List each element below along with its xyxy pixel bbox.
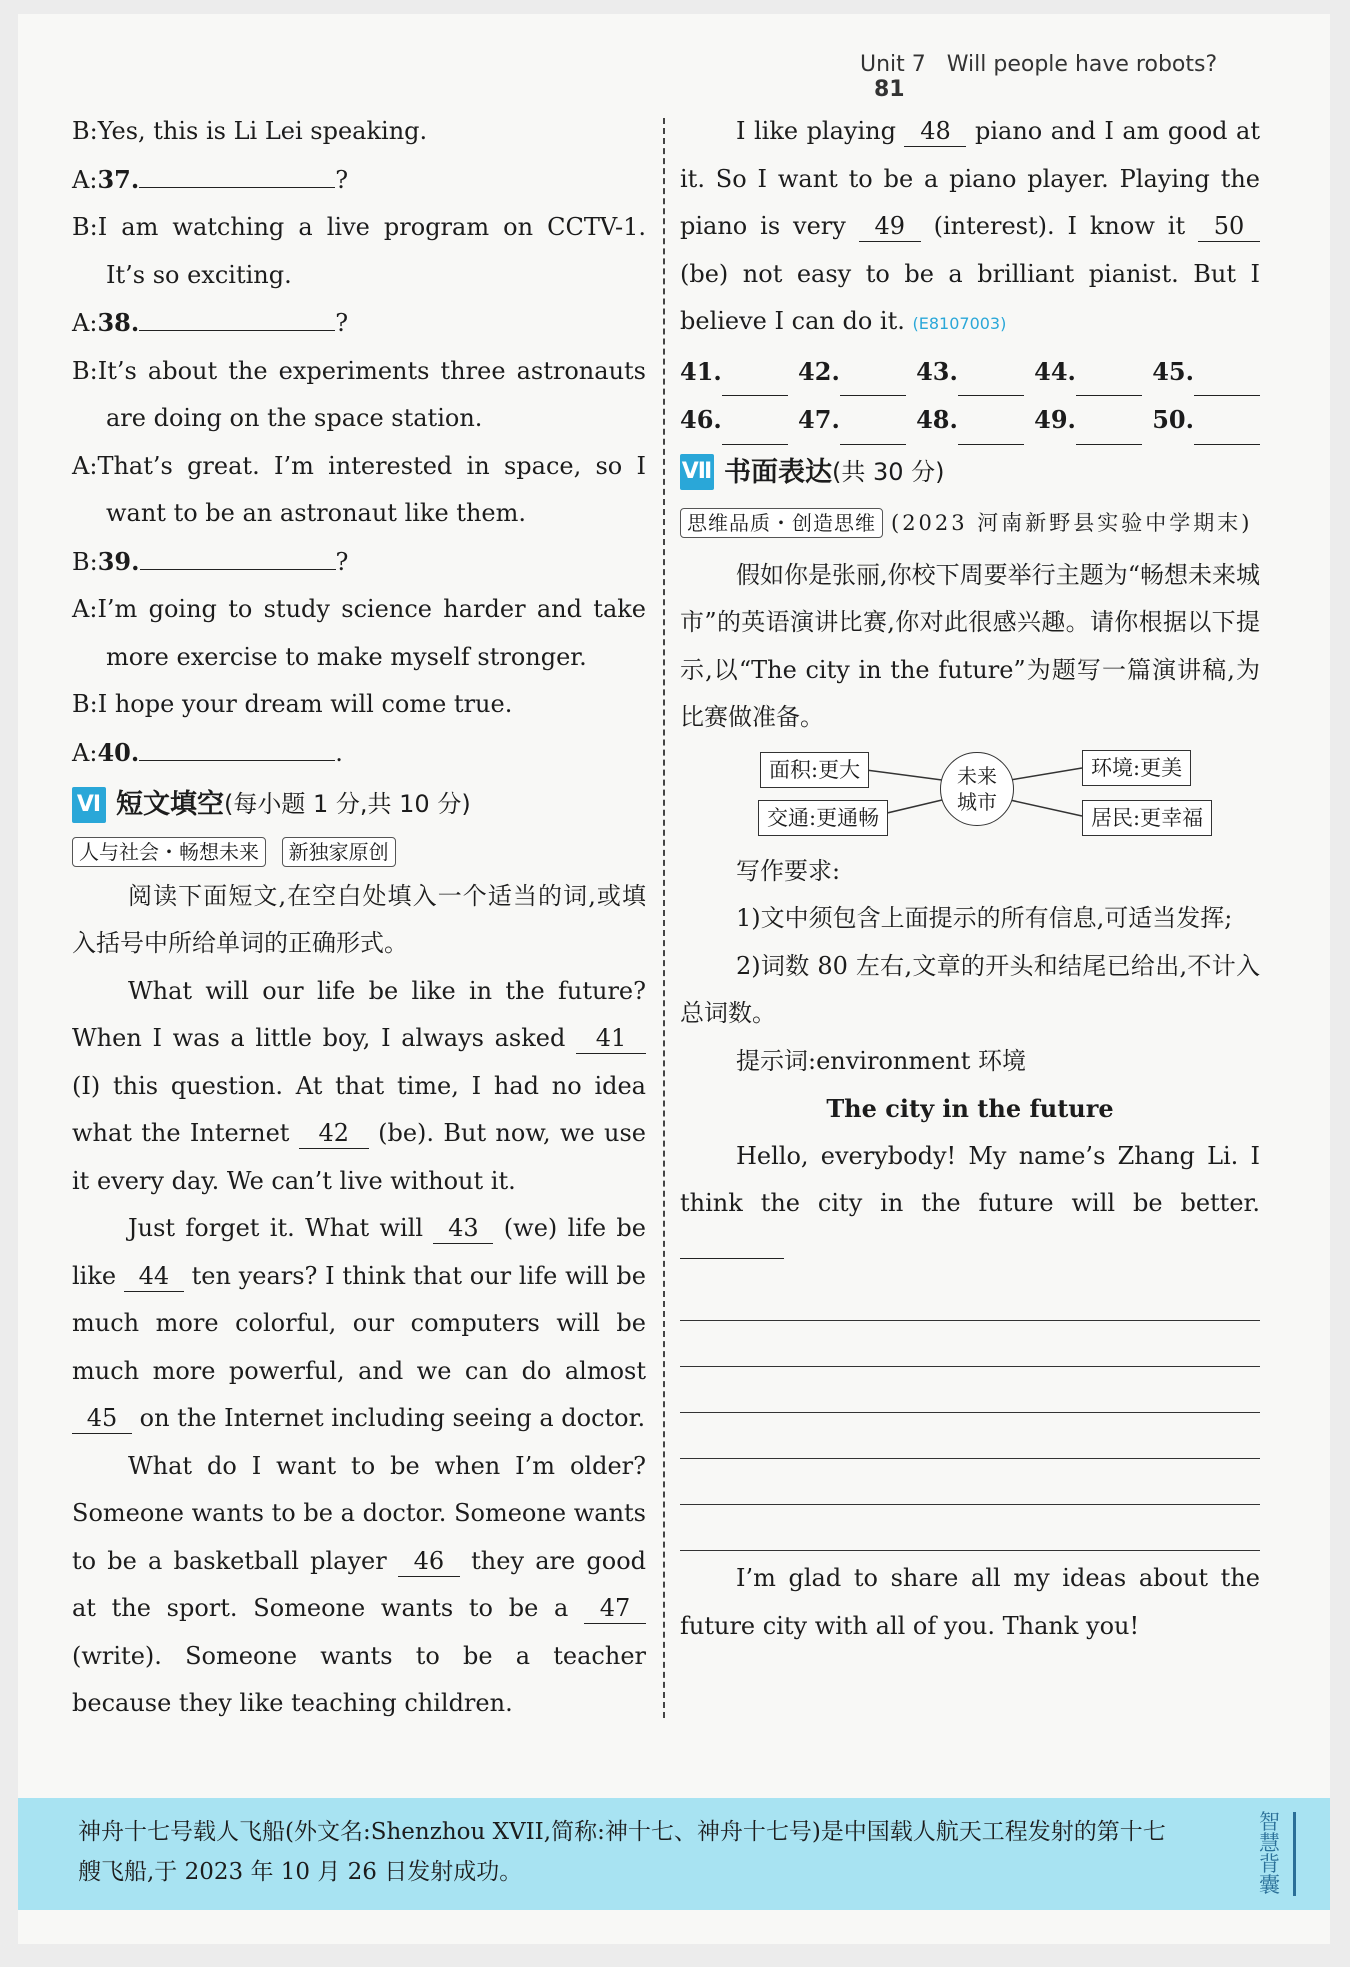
answer-slot [1152,348,1260,397]
answer-line[interactable] [958,396,1024,445]
section-6-points: (每小题 1 分,共 10 分) [224,790,471,818]
section-6-tags [72,833,646,869]
question-number: 39. [97,546,140,576]
blank-50[interactable]: 50 [1198,211,1260,242]
section-6-numeral: Ⅵ [72,787,106,823]
dialogue-text: It’s about the experiments three astronauts are doing on the space station. [97,356,646,432]
left-column [72,108,646,1728]
passage-paragraph-4 [680,108,1260,348]
requirements-title: 写作要求: [736,856,841,885]
center-line-2: 城市 [957,789,997,814]
answer-number: 49. [1034,405,1076,434]
answer-line[interactable] [722,396,788,445]
section-6-title: 短文填空 [116,789,224,820]
writing-prompt: 假如你是张丽,你校下周要举行主题为“畅想未来城市”的英语演讲比赛,你对此很感兴趣。请你根据以下提示,以“The city in the future”为题写一篇演讲稿,为比赛做准备。 [680,560,1260,731]
writing-line[interactable] [680,1321,1260,1367]
blank-42[interactable]: 42 [299,1118,369,1149]
dialogue-line: B:Yes, this is Li Lei speaking. [72,117,428,145]
tip-label: 智慧背囊 [1259,1812,1296,1896]
answer-slot [680,348,788,397]
answer-number: 46. [680,405,722,434]
answer-slot [1152,396,1260,445]
answer-blank[interactable] [139,157,335,188]
speaker: B [72,547,90,576]
section-7-meta [680,500,1260,548]
mind-map-area: 面积:更大 [760,752,869,788]
answer-blank[interactable] [140,539,336,570]
speaker: A [72,595,90,623]
question-code: (E8107003) [912,314,1007,333]
speaker: B [72,690,90,718]
answer-slot [798,396,906,445]
section-7-numeral: Ⅶ [680,454,714,490]
section-6-heading [72,781,646,829]
blank-49[interactable]: 49 [859,211,921,242]
answer-slot [916,348,1024,397]
dialogue-line: A:That’s great. I’m interested in space, so I want to be an astronaut like them. [72,451,646,527]
unit-label: Unit 7 [860,52,926,77]
thinking-tag: 思维品质・创造思维 [680,508,883,538]
passage-paragraph-1 [72,968,646,1206]
mind-map [680,748,1260,844]
answer-slot [1034,348,1142,397]
requirement-1: 1)文中须包含上面提示的所有信息,可适当发挥; [736,904,1233,932]
writing-line[interactable] [680,1367,1260,1413]
answer-number: 50. [1152,405,1194,434]
dialogue-line: B:It’s about the experiments three astronauts are doing on the space station. [72,356,646,432]
passage-paragraph-3 [72,1443,646,1728]
passage-paragraph-2 [72,1205,646,1443]
answer-line[interactable] [840,396,906,445]
dialogue-text: I am watching a live program on CCTV-1. It’s so exciting. [97,213,646,289]
dialogue-line: B:39. ? [72,538,646,587]
mind-map-environment: 环境:更美 [1082,750,1191,786]
text: (I) this question. At that time, I had no idea what the Internet [72,1071,646,1147]
answer-grid [680,348,1260,445]
answer-row [680,348,1260,397]
hint-word: 提示词:environment 环境 [736,1046,1027,1075]
blank-48[interactable]: 48 [904,116,966,147]
answer-number: 48. [916,405,958,434]
essay-title: The city in the future [826,1094,1114,1123]
answer-line[interactable] [722,348,788,397]
dialogue-line: A:37. ? [72,156,646,205]
speaker: B [72,213,90,241]
dialogue-text: Yes, this is Li Lei speaking. [97,117,428,145]
tip-text: 神舟十七号载人飞船(外文名:Shenzhou XVII,简称:神十七、神舟十七号)是中国载人航天工程发射的第十七艘飞船,于 2023 年 10 月 26 日发射成功。 [78,1819,1166,1885]
answer-slot [798,348,906,397]
answer-slot [1034,396,1142,445]
speaker: A [72,165,90,194]
answer-line[interactable] [840,348,906,397]
writing-line-first[interactable] [680,1258,784,1259]
blank-43[interactable]: 43 [433,1213,493,1244]
writing-line[interactable] [680,1459,1260,1505]
text: (interest). I know it [933,212,1186,240]
question-number: 37. [97,164,140,194]
dialogue-line: B:I am watching a live program on CCTV-1. It’s so exciting. [72,213,646,289]
essay-opening [680,1133,1260,1276]
section-7-title: 书面表达 [724,456,832,488]
text: What will our life be like in the future? When I was a little boy, I always asked [72,976,646,1052]
text: Just forget it. What will [128,1214,424,1242]
source-note: (2023 河南新野县实验中学期末) [891,511,1253,535]
dialogue-text: That’s great. I’m interested in space, so I want to be an astronaut like them. [97,451,646,527]
text: (we) life be like [72,1214,646,1290]
speaker: A [72,451,90,480]
blank-44[interactable]: 44 [124,1261,184,1292]
unit-title: Will people have robots? [946,52,1218,77]
answer-slot [916,396,1024,445]
center-line-1: 未来 [957,763,997,788]
writing-line[interactable] [680,1275,1260,1321]
text: Hello, everybody! My name’s Zhang Li. I think the city in the future will be better. [680,1141,1260,1217]
text: ten years? I think that our life will be much more colorful, our computers will be much more powerful, and we can do almost [72,1261,646,1385]
punctuation: ? [335,165,349,194]
dialogue-text: I hope your dream will come true. [97,690,513,718]
mind-map-traffic: 交通:更通畅 [758,800,888,836]
essay-closing: I’m glad to share all my ideas about the future city with all of you. Thank you! [680,1564,1260,1640]
answer-line[interactable] [1076,396,1142,445]
text: (be) not easy to be a brilliant pianist. But I believe I can do it. [680,259,1260,335]
answer-number: 47. [798,405,840,434]
mind-map-residents: 居民:更幸福 [1082,800,1212,836]
section-7-heading [680,449,1260,497]
punctuation: ? [335,547,349,576]
blank-41[interactable]: 41 [576,1023,646,1054]
text: (be). But now, we use it every day. We can’t live without it. [72,1119,646,1195]
page-header [860,52,1260,102]
answer-line[interactable] [958,348,1024,397]
speaker: A [72,738,90,767]
answer-line[interactable] [1194,396,1260,445]
original-tag: 新独家原创 [282,837,396,867]
theme-tag: 人与社会・畅想未来 [72,837,266,867]
section-6-instruction: 阅读下面短文,在空白处填入一个适当的词,或填入括号中所给单词的正确形式。 [72,881,646,957]
dialogue-line: A:I’m going to study science harder and take more exercise to make myself stronger. [72,595,646,671]
tip-bar [18,1798,1330,1910]
text: they are good at the sport. Someone wants to be a [72,1546,646,1622]
punctuation: ? [335,309,349,337]
answer-number: 42. [798,356,840,386]
blank-46[interactable]: 46 [398,1546,460,1577]
answer-number: 44. [1034,356,1076,386]
answer-number: 43. [916,356,958,386]
writing-line[interactable] [680,1413,1260,1459]
text: on the Internet including seeing a doctor. [139,1404,646,1432]
page-number: 81 [874,77,905,102]
answer-blank[interactable] [139,730,335,761]
right-column [680,108,1260,1650]
blank-45[interactable]: 45 [72,1403,132,1434]
requirement-2: 2)词数 80 左右,文章的开头和结尾已给出,不计入总词数。 [680,951,1260,1027]
question-number: 40. [97,737,140,767]
text: What do I want to be when I’m older? Someone wants to be a doctor. Someone wants to be a basketball player [72,1451,646,1575]
answer-line[interactable] [1076,348,1142,397]
speaker: A [72,309,90,337]
dialogue-line: A:38. ? [72,299,646,348]
dialogue-text: I’m going to study science harder and take more exercise to make myself stronger. [97,595,646,671]
answer-row [680,396,1260,445]
text: I like playing [736,117,896,145]
blank-47[interactable]: 47 [584,1593,646,1624]
column-divider [663,118,665,1718]
speaker: B [72,356,90,385]
mind-map-center [940,752,1014,826]
dialogue-line: A:40. . [72,729,646,778]
section-7-points: (共 30 分) [832,457,945,486]
punctuation: . [335,738,343,767]
answer-line[interactable] [1194,348,1260,397]
answer-slot [680,396,788,445]
speaker: B [72,117,90,145]
text: (write). Someone wants to be a teacher because they like teaching children. [72,1641,646,1717]
dialogue-line: B:I hope your dream will come true. [72,690,513,718]
question-number: 38. [97,308,140,337]
writing-line[interactable] [680,1505,1260,1551]
text: piano and I am good at it. So I want to be a piano player. Playing the piano is very [680,117,1260,240]
answer-number: 41. [680,356,722,386]
answer-blank[interactable] [139,300,335,331]
answer-number: 45. [1152,356,1194,386]
dialogue [72,108,646,777]
